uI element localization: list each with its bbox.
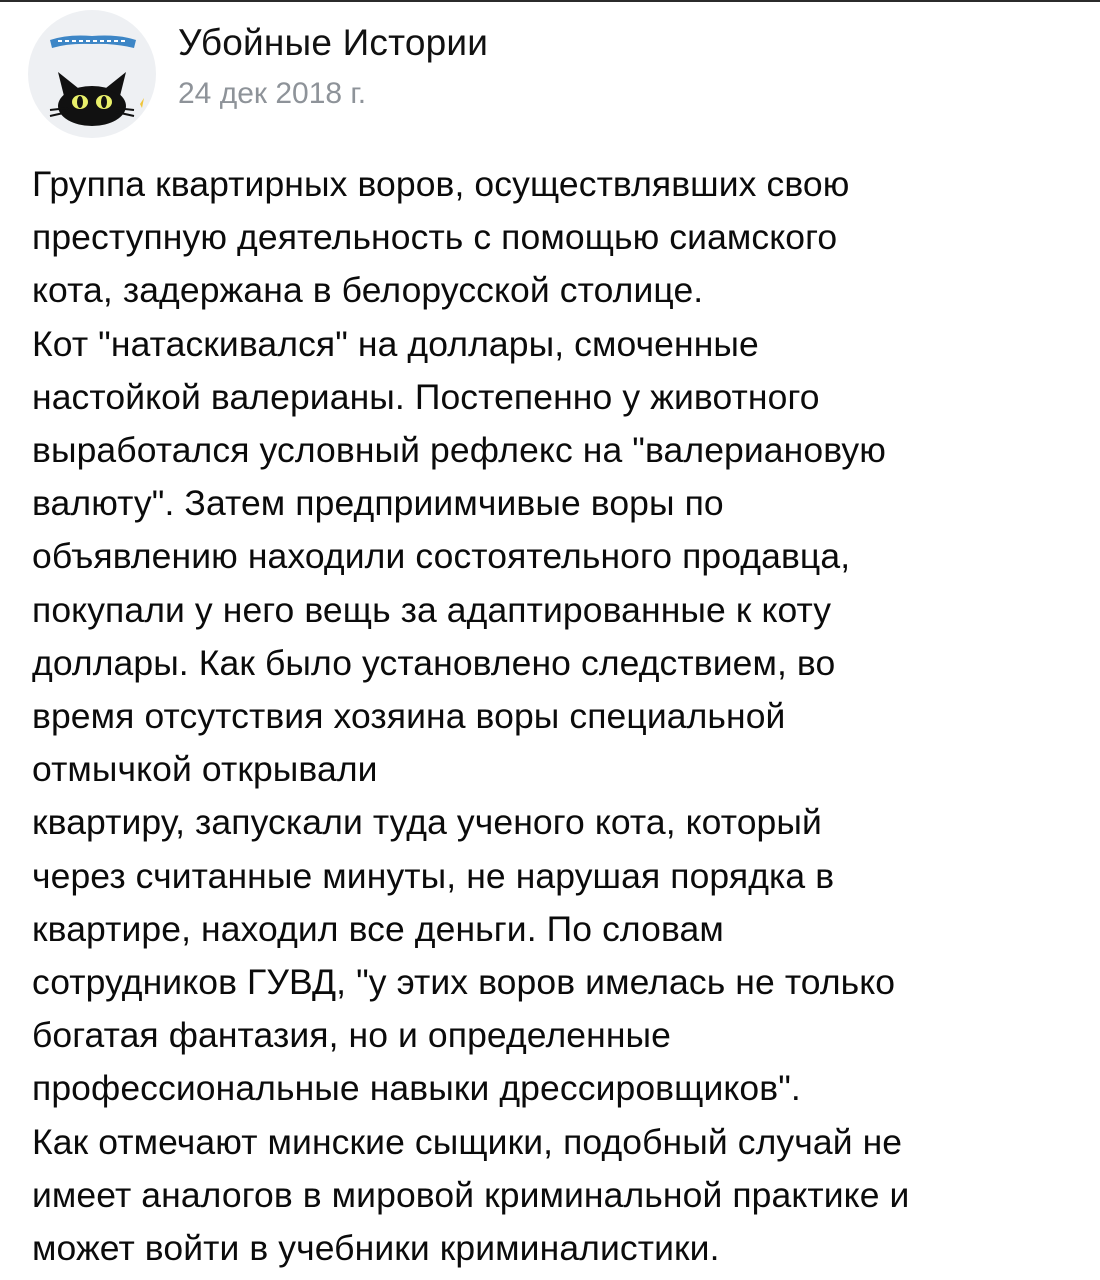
post-text-line: настойкой валерианы. Постепенно у животного [32, 376, 820, 417]
post-text [32, 158, 1092, 1275]
top-divider [0, 0, 1100, 2]
post-text-line: время отсутствия хозяина воры специальной [32, 696, 786, 737]
community-avatar[interactable] [28, 10, 156, 138]
post-text-line: выработался условный рефлекс на "валериановую [32, 430, 886, 471]
post-text-line: доллары. Как было установлено следствием, во [32, 642, 836, 683]
post-text-line: квартире, находил все деньги. По словам [32, 908, 724, 949]
black-cat-logo-icon [28, 10, 156, 138]
post-text-line: имеет аналогов в мировой криминальной практике и [32, 1174, 910, 1215]
post-text-line: может войти в учебники криминалистики. [32, 1228, 720, 1269]
post-header [28, 8, 488, 140]
post-text-line: сотрудников ГУВД, "у этих воров имелась не только [32, 962, 896, 1003]
post-text-line: покупали у него вещь за адаптированные к коту [32, 589, 832, 630]
post-text-line: через считанные минуты, не нарушая порядка в [32, 855, 835, 896]
post-meta [178, 18, 488, 114]
post-text-line: Как отмечают минские сыщики, подобный случай не [32, 1121, 903, 1162]
post-date[interactable]: 24 дек 2018 г. [178, 77, 367, 110]
post-text-line: отмычкой открывали [32, 749, 378, 790]
post-text-line: квартиру, запускали туда ученого кота, который [32, 802, 822, 843]
post-text-line: профессиональные навыки дрессировщиков". [32, 1068, 801, 1109]
post-text-line: богатая фантазия, но и определенные [32, 1015, 671, 1056]
post-text-line: кота, задержана в белорусской столице. [32, 270, 704, 311]
post-text-line: Кот "натаскивался" на доллары, смоченные [32, 323, 759, 364]
post-text-line: валюту". Затем предприимчивые воры по [32, 483, 724, 524]
post-text-line: преступную деятельность с помощью сиамского [32, 217, 838, 258]
author-name[interactable]: Убойные Истории [178, 22, 489, 63]
post-text-line: Группа квартирных воров, осуществлявших свою [32, 164, 850, 204]
post-text-line: объявлению находили состоятельного продавца, [32, 536, 851, 577]
